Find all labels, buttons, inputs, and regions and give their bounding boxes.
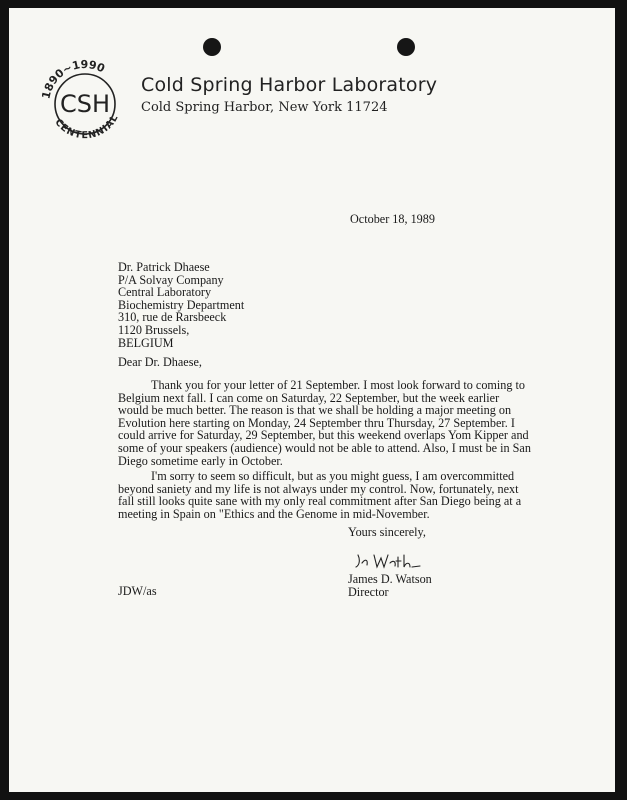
paragraph-line: fall still looks quite sane with my only real commitment after San Diego being at a xyxy=(118,494,522,509)
body-paragraph-2 xyxy=(118,470,520,520)
typist-initials: JDW/as xyxy=(118,584,157,598)
recipient-line: P/A Solvay Company xyxy=(118,272,224,287)
seal-years: 1890~1990 xyxy=(39,57,107,101)
handwritten-signature xyxy=(352,549,422,573)
signer-name: James D. Watson xyxy=(348,572,432,586)
organization-name: Cold Spring Harbor Laboratory xyxy=(141,74,438,96)
paragraph-line: Thank you for your letter of 21 September. I most look forward to coming to xyxy=(151,378,526,392)
paragraph-line: would be much better. The reason is that we shall be holding a major meeting on xyxy=(118,403,512,418)
recipient-address xyxy=(118,261,244,349)
paragraph-line: Diego sometime early in October. xyxy=(118,453,283,468)
paragraph-line: some of your speakers (audience) would not be able to attend. Also, I must be in San xyxy=(118,440,531,455)
signer-title: Director xyxy=(348,584,389,599)
recipient-line: 310, rue de Rarsbeeck xyxy=(118,310,227,325)
body-paragraph-1 xyxy=(118,378,531,468)
paragraph-line: beyond saniety and my life is not always under my control. Now, fortunately, next xyxy=(118,481,519,496)
signature-block xyxy=(348,573,432,598)
paragraph-line: Evolution here starting on Monday, 24 September thru Thursday, 27 September. I xyxy=(118,415,515,430)
recipient-line: Dr. Patrick Dhaese xyxy=(118,260,210,274)
recipient-line: Central Laboratory xyxy=(118,285,212,300)
letter-page xyxy=(9,8,615,792)
paragraph-line: meeting in Spain on "Ethics and the Genome in mid-November. xyxy=(118,506,430,521)
binder-hole xyxy=(203,38,221,56)
csh-centennial-seal xyxy=(37,56,133,152)
paragraph-line: I'm sorry to seem so difficult, but as you might guess, I am overcommitted xyxy=(151,469,515,483)
binder-hole xyxy=(397,38,415,56)
seal-initials: CSH xyxy=(59,90,111,118)
recipient-line: Biochemistry Department xyxy=(118,297,245,312)
paragraph-line: Belgium next fall. I can come on Saturday, 22 September, but the week earlier xyxy=(118,390,500,405)
paragraph-line: could arrive for Saturday, 29 September, but this weekend overlaps Yom Kipper and xyxy=(118,428,529,443)
salutation: Dear Dr. Dhaese, xyxy=(118,355,202,369)
complimentary-close: Yours sincerely, xyxy=(348,525,426,539)
organization-address: Cold Spring Harbor, New York 11724 xyxy=(141,100,388,115)
seal-word: CENTENNIAL xyxy=(52,112,121,142)
recipient-line: BELGIUM xyxy=(118,335,174,350)
recipient-line: 1120 Brussels, xyxy=(118,322,190,337)
letter-date: October 18, 1989 xyxy=(350,212,435,226)
